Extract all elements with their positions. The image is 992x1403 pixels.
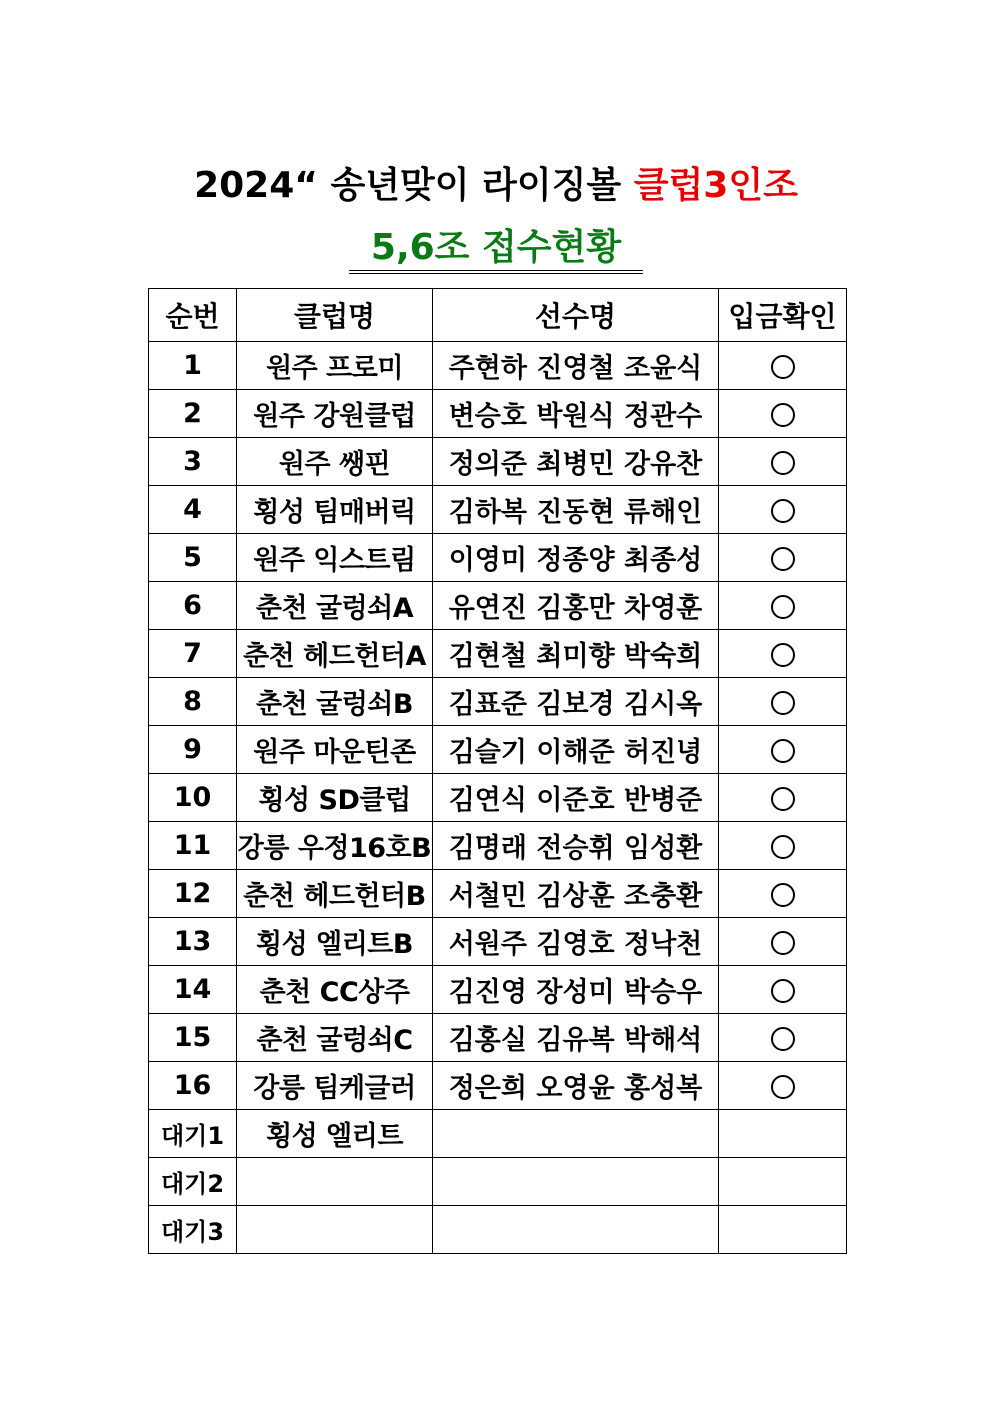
paid-circle-icon [771, 691, 795, 715]
club-name: 춘천 굴렁쇠A [237, 582, 433, 630]
row-number: 3 [149, 438, 237, 486]
registration-table [148, 288, 847, 1254]
payment-status [719, 966, 847, 1014]
row-number: 10 [149, 774, 237, 822]
payment-status [719, 390, 847, 438]
row-number: 6 [149, 582, 237, 630]
player-names: 서철민 김상훈 조충환 [433, 870, 719, 918]
table-row [149, 774, 847, 822]
header-payment: 입금확인 [719, 289, 847, 342]
row-number: 16 [149, 1062, 237, 1110]
table-row [149, 1014, 847, 1062]
payment-status [719, 822, 847, 870]
club-name: 횡성 SD클럽 [237, 774, 433, 822]
row-number: 14 [149, 966, 237, 1014]
table-row [149, 534, 847, 582]
paid-circle-icon [771, 931, 795, 955]
table-row [149, 1158, 847, 1206]
table-row [149, 390, 847, 438]
club-name: 춘천 굴렁쇠B [237, 678, 433, 726]
paid-circle-icon [771, 547, 795, 571]
header-number: 순번 [149, 289, 237, 342]
club-name: 춘천 굴렁쇠C [237, 1014, 433, 1062]
paid-circle-icon [771, 1027, 795, 1051]
table-row [149, 582, 847, 630]
club-name: 강릉 우정16호B [237, 822, 433, 870]
row-number: 1 [149, 342, 237, 390]
payment-status [719, 1158, 847, 1206]
club-name: 횡성 엘리트 [237, 1110, 433, 1158]
player-names: 김표준 김보경 김시옥 [433, 678, 719, 726]
paid-circle-icon [771, 883, 795, 907]
header-players: 선수명 [433, 289, 719, 342]
payment-status [719, 726, 847, 774]
row-number: 2 [149, 390, 237, 438]
table-header-row [149, 289, 847, 342]
table-row [149, 966, 847, 1014]
table-row [149, 918, 847, 966]
player-names: 서원주 김영호 정낙천 [433, 918, 719, 966]
player-names: 김현철 최미향 박숙희 [433, 630, 719, 678]
title-highlight: 클럽3인조 [633, 165, 798, 206]
table-row [149, 822, 847, 870]
paid-circle-icon [771, 979, 795, 1003]
paid-circle-icon [771, 835, 795, 859]
player-names [433, 1110, 719, 1158]
table-row [149, 1110, 847, 1158]
row-number: 대기3 [149, 1206, 237, 1254]
club-name: 원주 프로미 [237, 342, 433, 390]
paid-circle-icon [771, 643, 795, 667]
subtitle-wrap [0, 226, 992, 274]
document-subtitle: 5,6조 접수현황 [349, 226, 643, 274]
player-names: 김진영 장성미 박승우 [433, 966, 719, 1014]
payment-status [719, 1062, 847, 1110]
club-name: 춘천 헤드헌터B [237, 870, 433, 918]
paid-circle-icon [771, 403, 795, 427]
player-names: 유연진 김홍만 차영훈 [433, 582, 719, 630]
club-name: 횡성 엘리트B [237, 918, 433, 966]
payment-status [719, 1206, 847, 1254]
player-names [433, 1206, 719, 1254]
club-name [237, 1158, 433, 1206]
player-names: 변승호 박원식 정관수 [433, 390, 719, 438]
paid-circle-icon [771, 595, 795, 619]
row-number: 4 [149, 486, 237, 534]
title-prefix: 2024“ 송년맞이 라이징볼 [194, 165, 634, 206]
paid-circle-icon [771, 1075, 795, 1099]
table-row [149, 726, 847, 774]
table-row [149, 870, 847, 918]
row-number: 13 [149, 918, 237, 966]
table-row [149, 342, 847, 390]
payment-status [719, 1110, 847, 1158]
player-names: 김명래 전승휘 임성환 [433, 822, 719, 870]
document-title [0, 162, 992, 210]
payment-status [719, 438, 847, 486]
player-names: 정은희 오영윤 홍성복 [433, 1062, 719, 1110]
paid-circle-icon [771, 499, 795, 523]
club-name: 원주 쌩핀 [237, 438, 433, 486]
player-names: 김홍실 김유복 박해석 [433, 1014, 719, 1062]
table-row [149, 1062, 847, 1110]
payment-status [719, 342, 847, 390]
table-row [149, 678, 847, 726]
player-names: 주현하 진영철 조윤식 [433, 342, 719, 390]
payment-status [719, 630, 847, 678]
row-number: 11 [149, 822, 237, 870]
player-names: 이영미 정종양 최종성 [433, 534, 719, 582]
row-number: 12 [149, 870, 237, 918]
payment-status [719, 582, 847, 630]
table-row [149, 486, 847, 534]
player-names: 김연식 이준호 반병준 [433, 774, 719, 822]
payment-status [719, 918, 847, 966]
table-row [149, 1206, 847, 1254]
paid-circle-icon [771, 739, 795, 763]
club-name: 춘천 CC상주 [237, 966, 433, 1014]
player-names: 김하복 진동현 류해인 [433, 486, 719, 534]
club-name: 강릉 팀케글러 [237, 1062, 433, 1110]
payment-status [719, 870, 847, 918]
club-name: 횡성 팀매버릭 [237, 486, 433, 534]
paid-circle-icon [771, 787, 795, 811]
row-number: 7 [149, 630, 237, 678]
table-row [149, 630, 847, 678]
payment-status [719, 678, 847, 726]
row-number: 대기2 [149, 1158, 237, 1206]
club-name: 원주 강원클럽 [237, 390, 433, 438]
club-name [237, 1206, 433, 1254]
payment-status [719, 486, 847, 534]
payment-status [719, 774, 847, 822]
club-name: 원주 익스트림 [237, 534, 433, 582]
paid-circle-icon [771, 451, 795, 475]
payment-status [719, 1014, 847, 1062]
payment-status [719, 534, 847, 582]
club-name: 원주 마운틴존 [237, 726, 433, 774]
row-number: 대기1 [149, 1110, 237, 1158]
row-number: 8 [149, 678, 237, 726]
player-names: 정의준 최병민 강유찬 [433, 438, 719, 486]
header-club: 클럽명 [237, 289, 433, 342]
player-names [433, 1158, 719, 1206]
player-names: 김슬기 이해준 허진녕 [433, 726, 719, 774]
row-number: 15 [149, 1014, 237, 1062]
row-number: 9 [149, 726, 237, 774]
row-number: 5 [149, 534, 237, 582]
table-row [149, 438, 847, 486]
table-body [149, 342, 847, 1254]
club-name: 춘천 헤드헌터A [237, 630, 433, 678]
paid-circle-icon [771, 355, 795, 379]
